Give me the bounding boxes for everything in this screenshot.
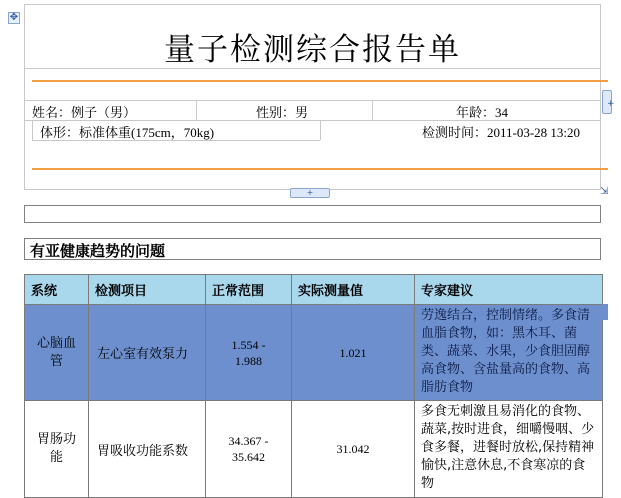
table-row[interactable] — [25, 401, 603, 498]
header-value: 实际测量值 — [292, 275, 415, 305]
plus-icon: + — [607, 99, 615, 109]
cell-item[interactable]: 胃吸收功能系数 — [89, 401, 206, 498]
selection-overhang — [602, 304, 608, 320]
divider — [196, 100, 197, 120]
cell-system[interactable]: 心脑血管 — [25, 305, 89, 401]
cell-value[interactable]: 1.021 — [292, 305, 415, 401]
results-table — [24, 274, 603, 498]
cell-advice[interactable]: 多食无刺激且易消化的食物、蔬菜,按时进食，细嚼慢咽、少食多餐，进餐时放松,保持精神愉快,注意休息,不食寒凉的食物 — [415, 401, 603, 498]
accent-line-top — [32, 80, 608, 82]
table-move-handle-icon[interactable]: ✥ — [9, 12, 19, 23]
header-advice: 专家建议 — [415, 275, 603, 305]
section-title: 有亚健康趋势的问题 — [30, 242, 166, 260]
divider — [24, 120, 601, 121]
cell-advice[interactable]: 劳逸结合，控制情绪。多食清血脂食物，如：黑木耳、菌类、蔬菜、水果，少食胆固醇高食物、含盐量高的食物、高脂肪食物 — [415, 305, 603, 401]
header-system: 系统 — [25, 275, 89, 305]
page-title: 量子检测综合报告单 — [164, 32, 461, 68]
column-resize-handle-icon[interactable]: + — [290, 188, 330, 198]
test-time: 检测时间：2011-03-28 13:20 — [422, 125, 581, 140]
patient-gender: 性别：男 — [256, 105, 309, 120]
cell-range[interactable]: 1.554 - 1.988 — [206, 305, 292, 401]
patient-body-type: 体形：标准体重(175cm，70kg) — [40, 125, 215, 140]
cell-range[interactable]: 34.367 - 35.642 — [206, 401, 292, 498]
divider — [24, 100, 601, 101]
table-row[interactable] — [25, 305, 603, 401]
resize-corner-icon[interactable]: ⇲ — [600, 186, 609, 197]
accent-line-bottom — [32, 168, 608, 170]
spacer-row — [24, 205, 601, 223]
divider — [32, 120, 33, 140]
header-item: 检测项目 — [89, 275, 206, 305]
cell-item[interactable]: 左心室有效泵力 — [89, 305, 206, 401]
table-header-row — [25, 275, 603, 305]
divider — [372, 100, 373, 120]
cell-system[interactable]: 胃肠功能 — [25, 401, 89, 498]
patient-name: 姓名：例子（男） — [32, 105, 137, 120]
cell-value[interactable]: 31.042 — [292, 401, 415, 498]
patient-age: 年龄：34 — [456, 105, 509, 120]
header-range: 正常范围 — [206, 275, 292, 305]
divider — [320, 120, 321, 140]
